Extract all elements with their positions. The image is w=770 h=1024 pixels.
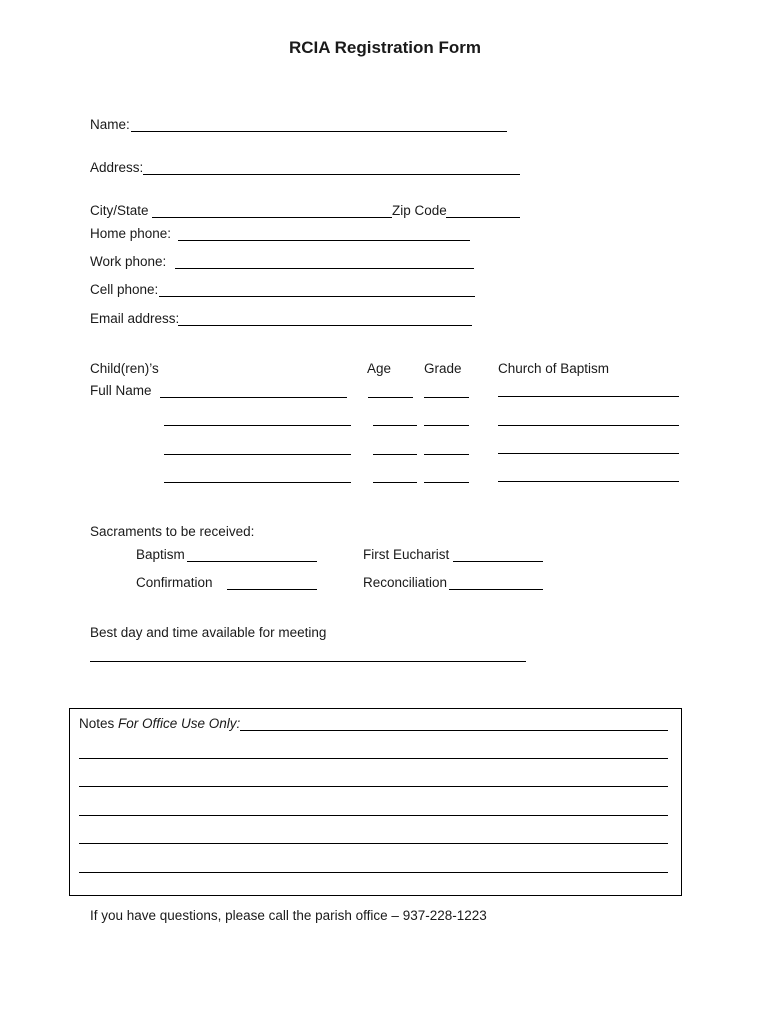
notes-line-5[interactable] <box>79 843 668 844</box>
baptism-field[interactable] <box>187 561 317 562</box>
sacraments-heading: Sacraments to be received: <box>90 524 255 539</box>
child-1-age-field[interactable] <box>368 397 413 398</box>
notes-prefix: Notes <box>79 716 119 731</box>
meeting-field[interactable] <box>90 661 526 662</box>
full-name-label: Full Name <box>90 383 152 398</box>
baptism-label: Baptism <box>136 547 185 562</box>
name-label: Name: <box>90 117 130 132</box>
child-2-church-field[interactable] <box>498 425 679 426</box>
home-phone-label: Home phone: <box>90 226 172 241</box>
child-3-age-field[interactable] <box>373 454 417 455</box>
confirmation-label: Confirmation <box>136 575 213 590</box>
cell-phone-field[interactable] <box>159 296 475 297</box>
office-use-label: For Office Use Only: <box>118 716 241 731</box>
child-4-church-field[interactable] <box>498 481 679 482</box>
name-field[interactable] <box>131 131 507 132</box>
footer-contact-text: If you have questions, please call the parish office – 937-228-1223 <box>90 908 487 923</box>
notes-line-6[interactable] <box>79 872 668 873</box>
notes-line-3[interactable] <box>79 786 668 787</box>
child-4-grade-field[interactable] <box>424 482 469 483</box>
church-of-baptism-header: Church of Baptism <box>498 361 610 376</box>
city-state-label: City/State <box>90 203 149 218</box>
address-label: Address: <box>90 160 144 175</box>
home-phone-field[interactable] <box>178 240 470 241</box>
child-1-name-field[interactable] <box>160 397 347 398</box>
email-field[interactable] <box>178 325 472 326</box>
notes-line-1[interactable] <box>240 730 668 731</box>
notes-label <box>79 716 240 731</box>
work-phone-label: Work phone: <box>90 254 167 269</box>
confirmation-field[interactable] <box>227 589 317 590</box>
office-use-box <box>69 708 682 896</box>
notes-line-4[interactable] <box>79 815 668 816</box>
child-4-age-field[interactable] <box>373 482 417 483</box>
child-1-church-field[interactable] <box>498 396 679 397</box>
children-header: Child(ren)’s <box>90 361 159 376</box>
reconciliation-field[interactable] <box>449 589 543 590</box>
age-header: Age <box>367 361 392 376</box>
reconciliation-label: Reconciliation <box>363 575 448 590</box>
work-phone-field[interactable] <box>175 268 474 269</box>
email-label: Email address: <box>90 311 180 326</box>
address-field[interactable] <box>143 174 520 175</box>
city-state-field[interactable] <box>152 217 392 218</box>
zip-code-label: Zip Code <box>392 203 447 218</box>
first-eucharist-label: First Eucharist <box>363 547 450 562</box>
child-1-grade-field[interactable] <box>424 397 469 398</box>
child-3-name-field[interactable] <box>164 454 351 455</box>
child-2-age-field[interactable] <box>373 425 417 426</box>
first-eucharist-field[interactable] <box>453 561 543 562</box>
form-title: RCIA Registration Form <box>288 38 482 57</box>
child-2-name-field[interactable] <box>164 425 351 426</box>
notes-line-2[interactable] <box>79 758 668 759</box>
child-3-grade-field[interactable] <box>424 454 469 455</box>
child-3-church-field[interactable] <box>498 453 679 454</box>
grade-header: Grade <box>424 361 462 376</box>
child-4-name-field[interactable] <box>164 482 351 483</box>
meeting-label: Best day and time available for meeting <box>90 625 327 640</box>
cell-phone-label: Cell phone: <box>90 282 159 297</box>
zip-code-field[interactable] <box>446 217 520 218</box>
child-2-grade-field[interactable] <box>424 425 469 426</box>
